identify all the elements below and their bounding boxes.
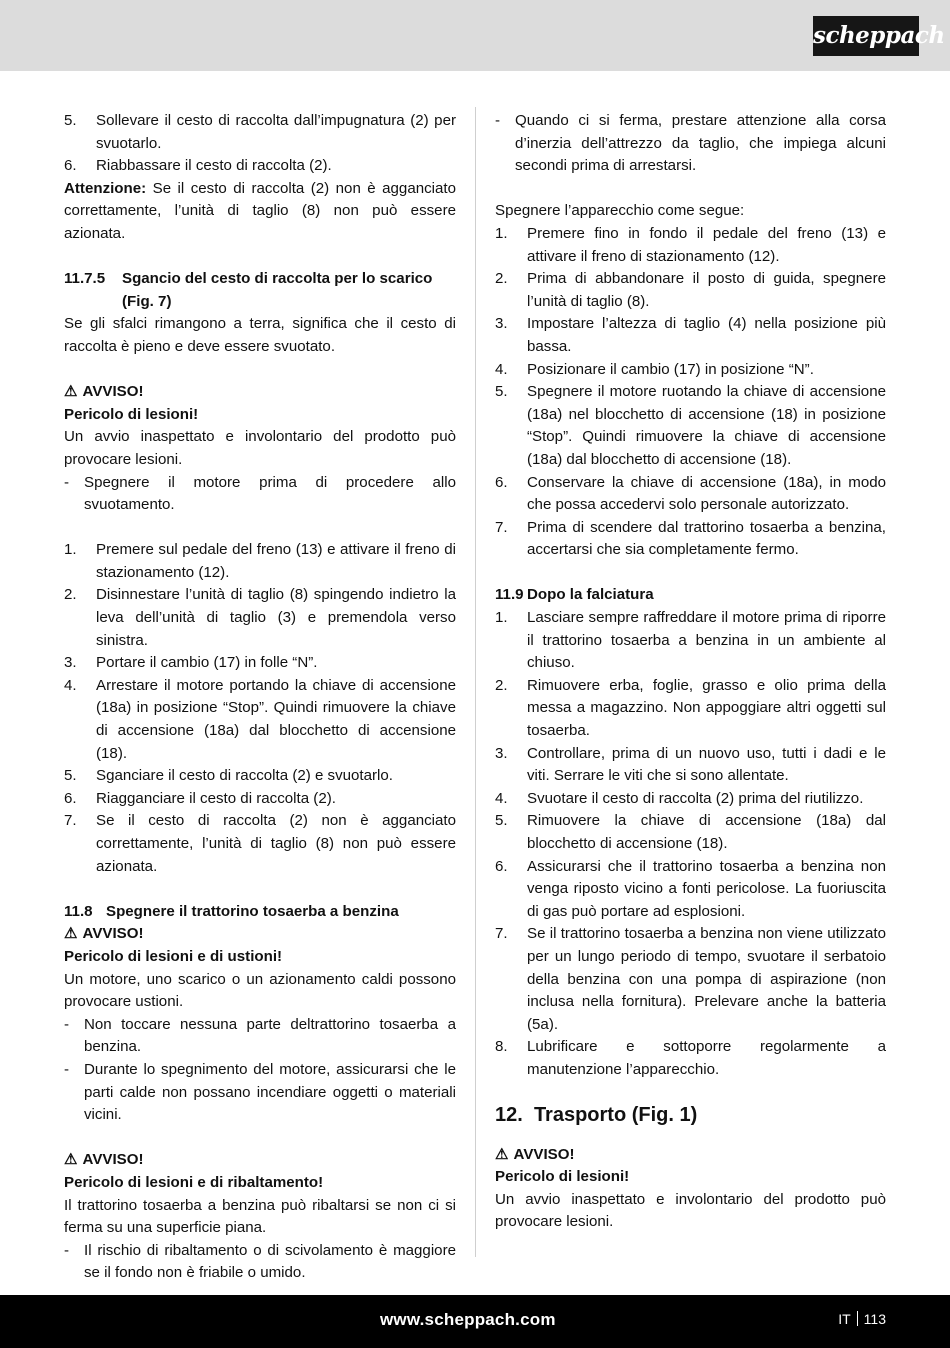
warning-subtitle: Pericolo di lesioni e di ribaltamento!	[64, 1173, 324, 1191]
warning-title: ⚠ AVVISO!	[64, 923, 456, 946]
dash-item: - Durante lo spegnimento del motore, assicurarsi che le parti calde non possano incendiare oggetti o materiali vicini.	[64, 1060, 456, 1124]
paragraph: Un avvio inaspettato e involontario del prodotto può provocare lesioni.	[495, 1190, 886, 1231]
chapter-heading: 12. Trasporto (Fig. 1)	[495, 1103, 698, 1126]
list-item: 4. Svuotare il cesto di raccolta (2) prima del riutilizzo.	[495, 789, 864, 807]
left-column	[64, 110, 456, 1285]
dash-item: - Spegnere il motore prima di procedere allo svuotamento.	[64, 473, 456, 514]
list-item: 5. Sganciare il cesto di raccolta (2) e svuotarlo.	[64, 767, 393, 785]
warning-title: ⚠ AVVISO!	[64, 381, 456, 404]
list-item: 5. Sollevare il cesto di raccolta dall’impugnatura (2) per svuotarlo.	[64, 112, 456, 152]
dash-item: - Il rischio di ribaltamento o di scivolamento è maggiore se il fondo non è friabile o umido.	[64, 1241, 456, 1282]
paragraph: Un avvio inaspettato e involontario del prodotto può provocare lesioni.	[64, 428, 456, 468]
column-divider	[475, 107, 476, 1257]
dash-item: - Quando ci si ferma, prestare attenzione alla corsa d’inerzia dell’attrezzo da taglio, che impiega alcuni secondi prima di arrestarsi.	[495, 112, 886, 175]
warning-subtitle: Pericolo di lesioni e di ustioni!	[64, 947, 283, 965]
section-heading: 11.9 Dopo la falciatura	[495, 586, 654, 604]
warning-triangle-icon: ⚠	[64, 383, 78, 401]
list-item: 3. Portare il cambio (17) in folle “N”.	[64, 654, 318, 672]
list-item: 1. Premere sul pedale del freno (13) e attivare il freno di stazionamento (12).	[64, 541, 456, 581]
warning-title: ⚠ AVVISO!	[495, 1144, 886, 1167]
list-item: 6. Assicurarsi che il trattorino tosaerba a benzina non venga riposto vicino a fonti pericolose. La fuoriuscita di gas può portare ad esplosioni.	[495, 857, 886, 920]
paragraph: Se gli sfalci rimangono a terra, significa che il cesto di raccolta è pieno e deve essere svuotato.	[64, 315, 456, 355]
brand-logo: scheppach	[813, 16, 919, 56]
list-item: 4. Arrestare il motore portando la chiave di accensione (18a) in posizione “Stop”. Quindi rimuovere la chiave di accensione (18a) dal blocchetto di accensione (18).	[64, 676, 456, 762]
warning-triangle-icon: ⚠	[64, 925, 78, 943]
list-item: 1. Lasciare sempre raffreddare il motore prima di riporre il trattorino tosaerba a benzina in un ambiente al chiuso.	[495, 609, 886, 672]
right-column	[495, 110, 886, 1234]
list-item: 7. Prima di scendere dal trattorino tosaerba a benzina, accertarsi che sia completamente fermo.	[495, 518, 886, 559]
list-item: 5. Rimuovere la chiave di accensione (18a) dal blocchetto di accensione (18).	[495, 812, 886, 852]
section-heading: 11.8 Spegnere il trattorino tosaerba a benzina	[64, 902, 399, 920]
attention-note: Attenzione: Se il cesto di raccolta (2) non è agganciato correttamente, l’unità di taglio (8) non può essere azionata.	[64, 179, 456, 242]
warning-triangle-icon: ⚠	[495, 1145, 509, 1163]
paragraph: Il trattorino tosaerba a benzina può ribaltarsi se non ci si ferma su una superficie piana.	[64, 1196, 456, 1237]
page-header	[0, 0, 950, 71]
warning-triangle-icon: ⚠	[64, 1151, 78, 1169]
list-item: 6. Conservare la chiave di accensione (18a), in modo che possa accedervi solo personale autorizzato.	[495, 473, 886, 514]
warning-subtitle: Pericolo di lesioni!	[495, 1168, 630, 1186]
list-item: 6. Riabbassare il cesto di raccolta (2).	[64, 157, 332, 175]
section-heading: 11.7.5 Sgancio del cesto di raccolta per lo scarico (Fig. 7)	[64, 270, 433, 310]
list-item: 8. Lubrificare e sottoporre regolarmente a manutenzione l’apparecchio.	[495, 1038, 886, 1078]
list-item: 1. Premere fino in fondo il pedale del freno (13) e attivare il freno di stazionamento (12).	[495, 224, 886, 265]
list-item: 7. Se il trattorino tosaerba a benzina non viene utilizzato per un lungo periodo di tempo, svuotare il serbatoio della benzina con una pompa di aspirazione (non inclusa nella fornitura). Prelevare anche la batteria (5a).	[495, 925, 886, 1033]
page-number: IT 113	[838, 1311, 886, 1327]
warning-title: ⚠ AVVISO!	[64, 1149, 456, 1172]
warning-subtitle: Pericolo di lesioni!	[64, 405, 199, 423]
list-item: 5. Spegnere il motore ruotando la chiave di accensione (18a) nel blocchetto di accensione (18) in posizione “Stop”. Quindi rimuovere la chiave di accensione (18a) dal blocchetto di accensione (18).	[495, 383, 886, 468]
paragraph: Spegnere l’apparecchio come segue:	[495, 202, 745, 220]
website-link[interactable]: www.scheppach.com	[380, 1310, 556, 1329]
dash-item: - Non toccare nessuna parte deltrattorino tosaerba a benzina.	[64, 1015, 456, 1056]
page-footer	[0, 1295, 950, 1348]
list-item: 3. Impostare l’altezza di taglio (4) nella posizione più bassa.	[495, 315, 886, 355]
list-item: 7. Se il cesto di raccolta (2) non è agganciato correttamente, l’unità di taglio (8) non può essere azionata.	[64, 812, 456, 875]
list-item: 2. Disinnestare l’unità di taglio (8) spingendo indietro la leva dell’unità di taglio (3) e premendola verso sinistra.	[64, 586, 456, 649]
steps-list	[64, 539, 456, 878]
list-item: 2. Rimuovere erba, foglie, grasso e olio prima della messa a magazzino. Non appoggiare altri oggetti sul tosaerba.	[495, 676, 886, 740]
paragraph: Un motore, uno scarico o un azionamento caldi possono provocare ustioni.	[64, 970, 456, 1011]
list-item: 4. Posizionare il cambio (17) in posizione “N”.	[495, 360, 814, 378]
list-item: 2. Prima di abbandonare il posto di guida, spegnere l’unità di taglio (8).	[495, 270, 886, 310]
steps-list	[495, 223, 886, 562]
steps-list	[495, 607, 886, 1081]
list-item: 3. Controllare, prima di un nuovo uso, tutti i dadi e le viti. Serrare le viti che si sono allentate.	[495, 744, 886, 785]
list-item: 6. Riagganciare il cesto di raccolta (2).	[64, 789, 336, 807]
